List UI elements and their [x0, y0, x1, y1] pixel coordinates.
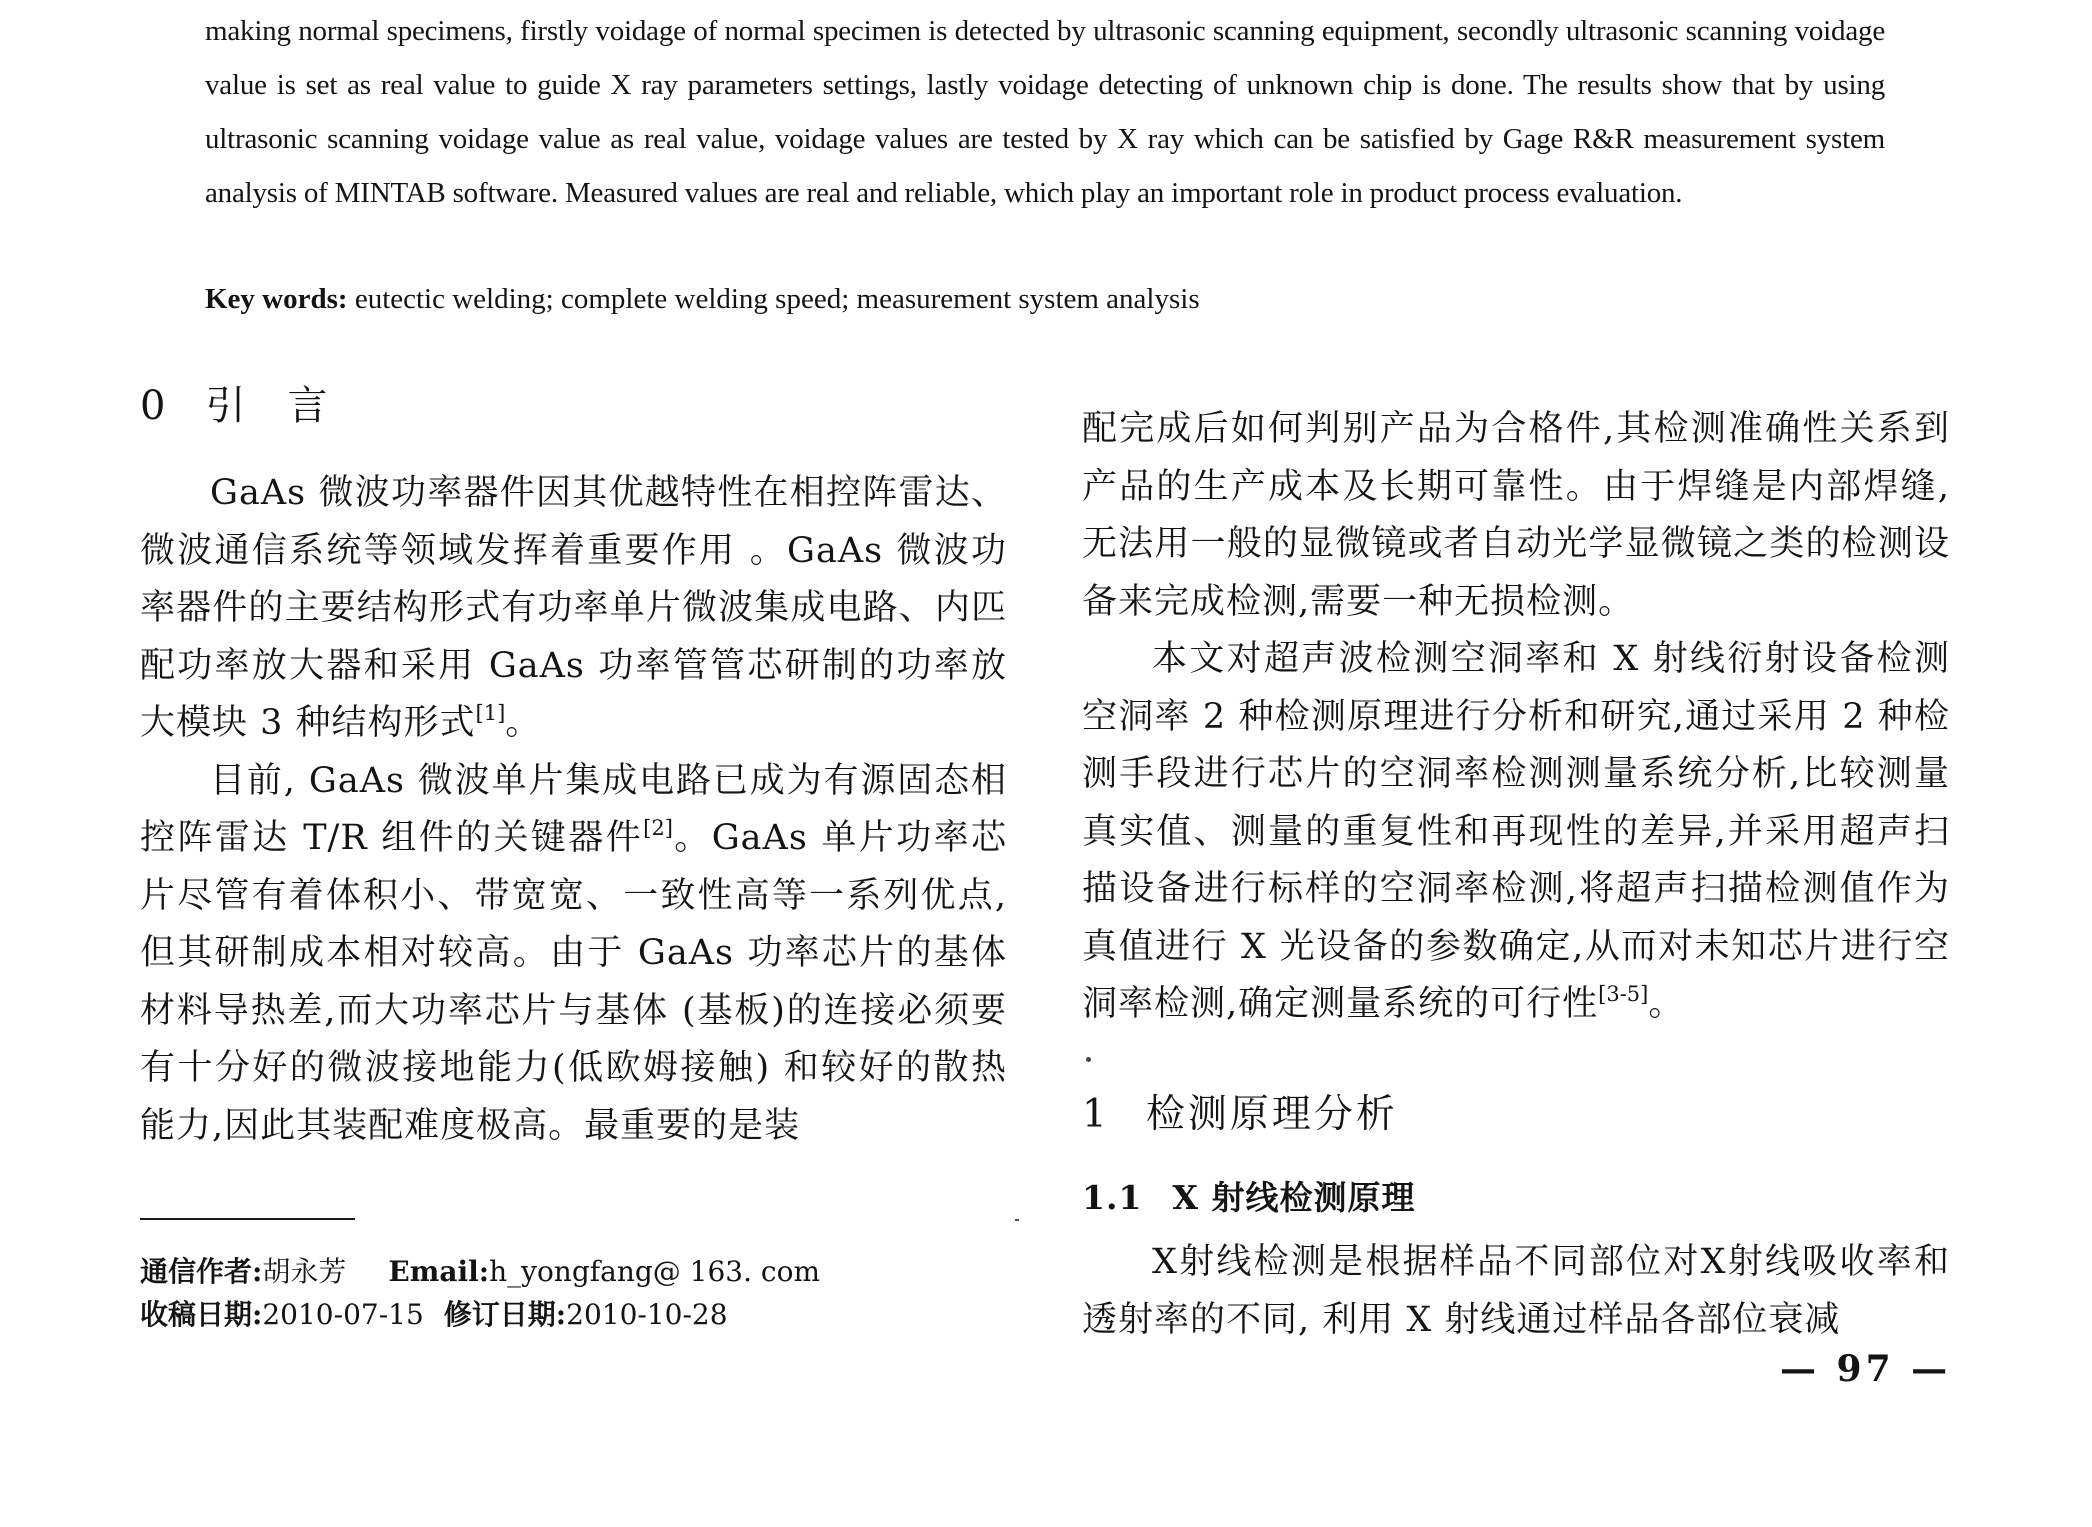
abstract-text: making normal specimens, firstly voidage of normal specimen is detected by ultrasonic scanning equipment, secondly ultrasonic scanning voidage value is set as real value to guide X ray parameters settings, lastly voidage detecting of unknown chip is done. The results show that by using ultrasonic scanning voidage value as real value, voidage values are tested by X ray which can be satisfied by Gage R&R measurement system analysis of MINTAB software. Measured values are real and reliable, which play an important role in product process evaluation.: [205, 15, 1885, 209]
paragraph-text: GaAs 微波功率器件因其优越特性在相控阵雷达、微波通信系统等领域发挥着重要作用 。GaAs 微波功率器件的主要结构形式有功率单片微波集成电路、内匹配功率放大器和采用 GaAs 功率管管芯研制的功率放大模块 3 种结构形式: [140, 473, 1007, 743]
citation: [1]: [475, 701, 506, 725]
abstract: [205, 4, 1885, 220]
section-title-char: 言: [287, 383, 330, 429]
revised-date: 2010-10-28: [566, 1298, 728, 1331]
author-name: 胡永芳: [262, 1255, 347, 1288]
section-title: 检测原理分析: [1145, 1092, 1398, 1137]
section-heading-principle-analysis: [1082, 1083, 1398, 1139]
paragraph-text: 目前, GaAs 微波单片集成电路已成为有源固态相控阵雷达 T/R 组件的关键器件: [140, 760, 1007, 858]
paragraph: [1082, 631, 1950, 1034]
paragraph: [140, 465, 1007, 753]
section-heading-introduction: [140, 374, 329, 431]
footnote-author-row: [140, 1250, 820, 1293]
paragraph-text: 。GaAs 单片功率芯片尽管有着体积小、带宽宽、一致性高等一系列优点,但其研制成本相对较高。由于 GaAs 功率芯片的基体材料导热差,而大功率芯片与基体 (基板)的连接必须要有十分好的微波接地能力(低欧姆接触) 和较好的散热能力,因此其装配难度极高。最重要的是装: [140, 818, 1007, 1146]
paragraph: [140, 753, 1007, 1156]
keywords-label: Key words:: [205, 283, 348, 315]
subsection-body: [1082, 1234, 1950, 1349]
email-address: h_yongfang@ 163. com: [489, 1255, 821, 1288]
revised-label: 修订日期:: [443, 1298, 567, 1331]
footnote-date-row: [140, 1293, 820, 1336]
received-date: 2010-07-15: [262, 1298, 424, 1331]
paragraph-text: 本文对超声波检测空洞率和 X 射线衍射设备检测空洞率 2 种检测原理进行分析和研究,通过采用 2 种检测手段进行芯片的空洞率检测测量系统分析,比较测量真实值、测量的重复性和再现性的差异,并采用超声扫描设备进行标样的空洞率检测,将超声扫描检测值作为真值进行 X 光设备的参数确定,从而对未知芯片进行空洞率检测,确定测量系统的可行性: [1082, 639, 1950, 1024]
paragraph: [1082, 401, 1950, 631]
citation: [2]: [643, 816, 673, 840]
subsection-heading-xray: [1082, 1172, 1416, 1219]
page-number: — 97 —: [1780, 1348, 1952, 1390]
right-column: [1082, 401, 1950, 1034]
keywords: [205, 274, 1885, 324]
section-number: 0: [140, 383, 168, 429]
email-label: Email:: [388, 1255, 490, 1288]
paragraph-text: 配完成后如何判别产品为合格件,其检测准确性关系到产品的生产成本及长期可靠性。由于焊缝是内部焊缝,无法用一般的显微镜或者自动光学显微镜之类的检测设备来完成检测,需要一种无损检测。: [1082, 409, 1950, 622]
section-number: 1: [1082, 1092, 1110, 1137]
footnote: [140, 1250, 820, 1336]
scan-artifact: [1015, 1219, 1019, 1221]
subsection-number: 1.1: [1082, 1178, 1143, 1217]
paragraph-text: 。: [1648, 984, 1685, 1024]
footnote-rule: [140, 1218, 355, 1220]
paragraph-text: 。: [505, 703, 542, 743]
paragraph: X射线检测是根据样品不同部位对X射线吸收率和透射率的不同, 利用 X 射线通过样品各部位衰减: [1082, 1242, 1950, 1340]
scan-artifact: [1086, 1057, 1091, 1062]
left-column: [140, 465, 1007, 1155]
subsection-title: X 射线检测原理: [1172, 1178, 1416, 1217]
keywords-text: eutectic welding; complete welding speed; measurement system analysis: [354, 283, 1200, 315]
received-label: 收稿日期:: [140, 1298, 263, 1331]
author-label: 通信作者:: [140, 1255, 263, 1288]
citation: [3-5]: [1598, 982, 1649, 1006]
section-title-char: 引: [205, 383, 248, 429]
